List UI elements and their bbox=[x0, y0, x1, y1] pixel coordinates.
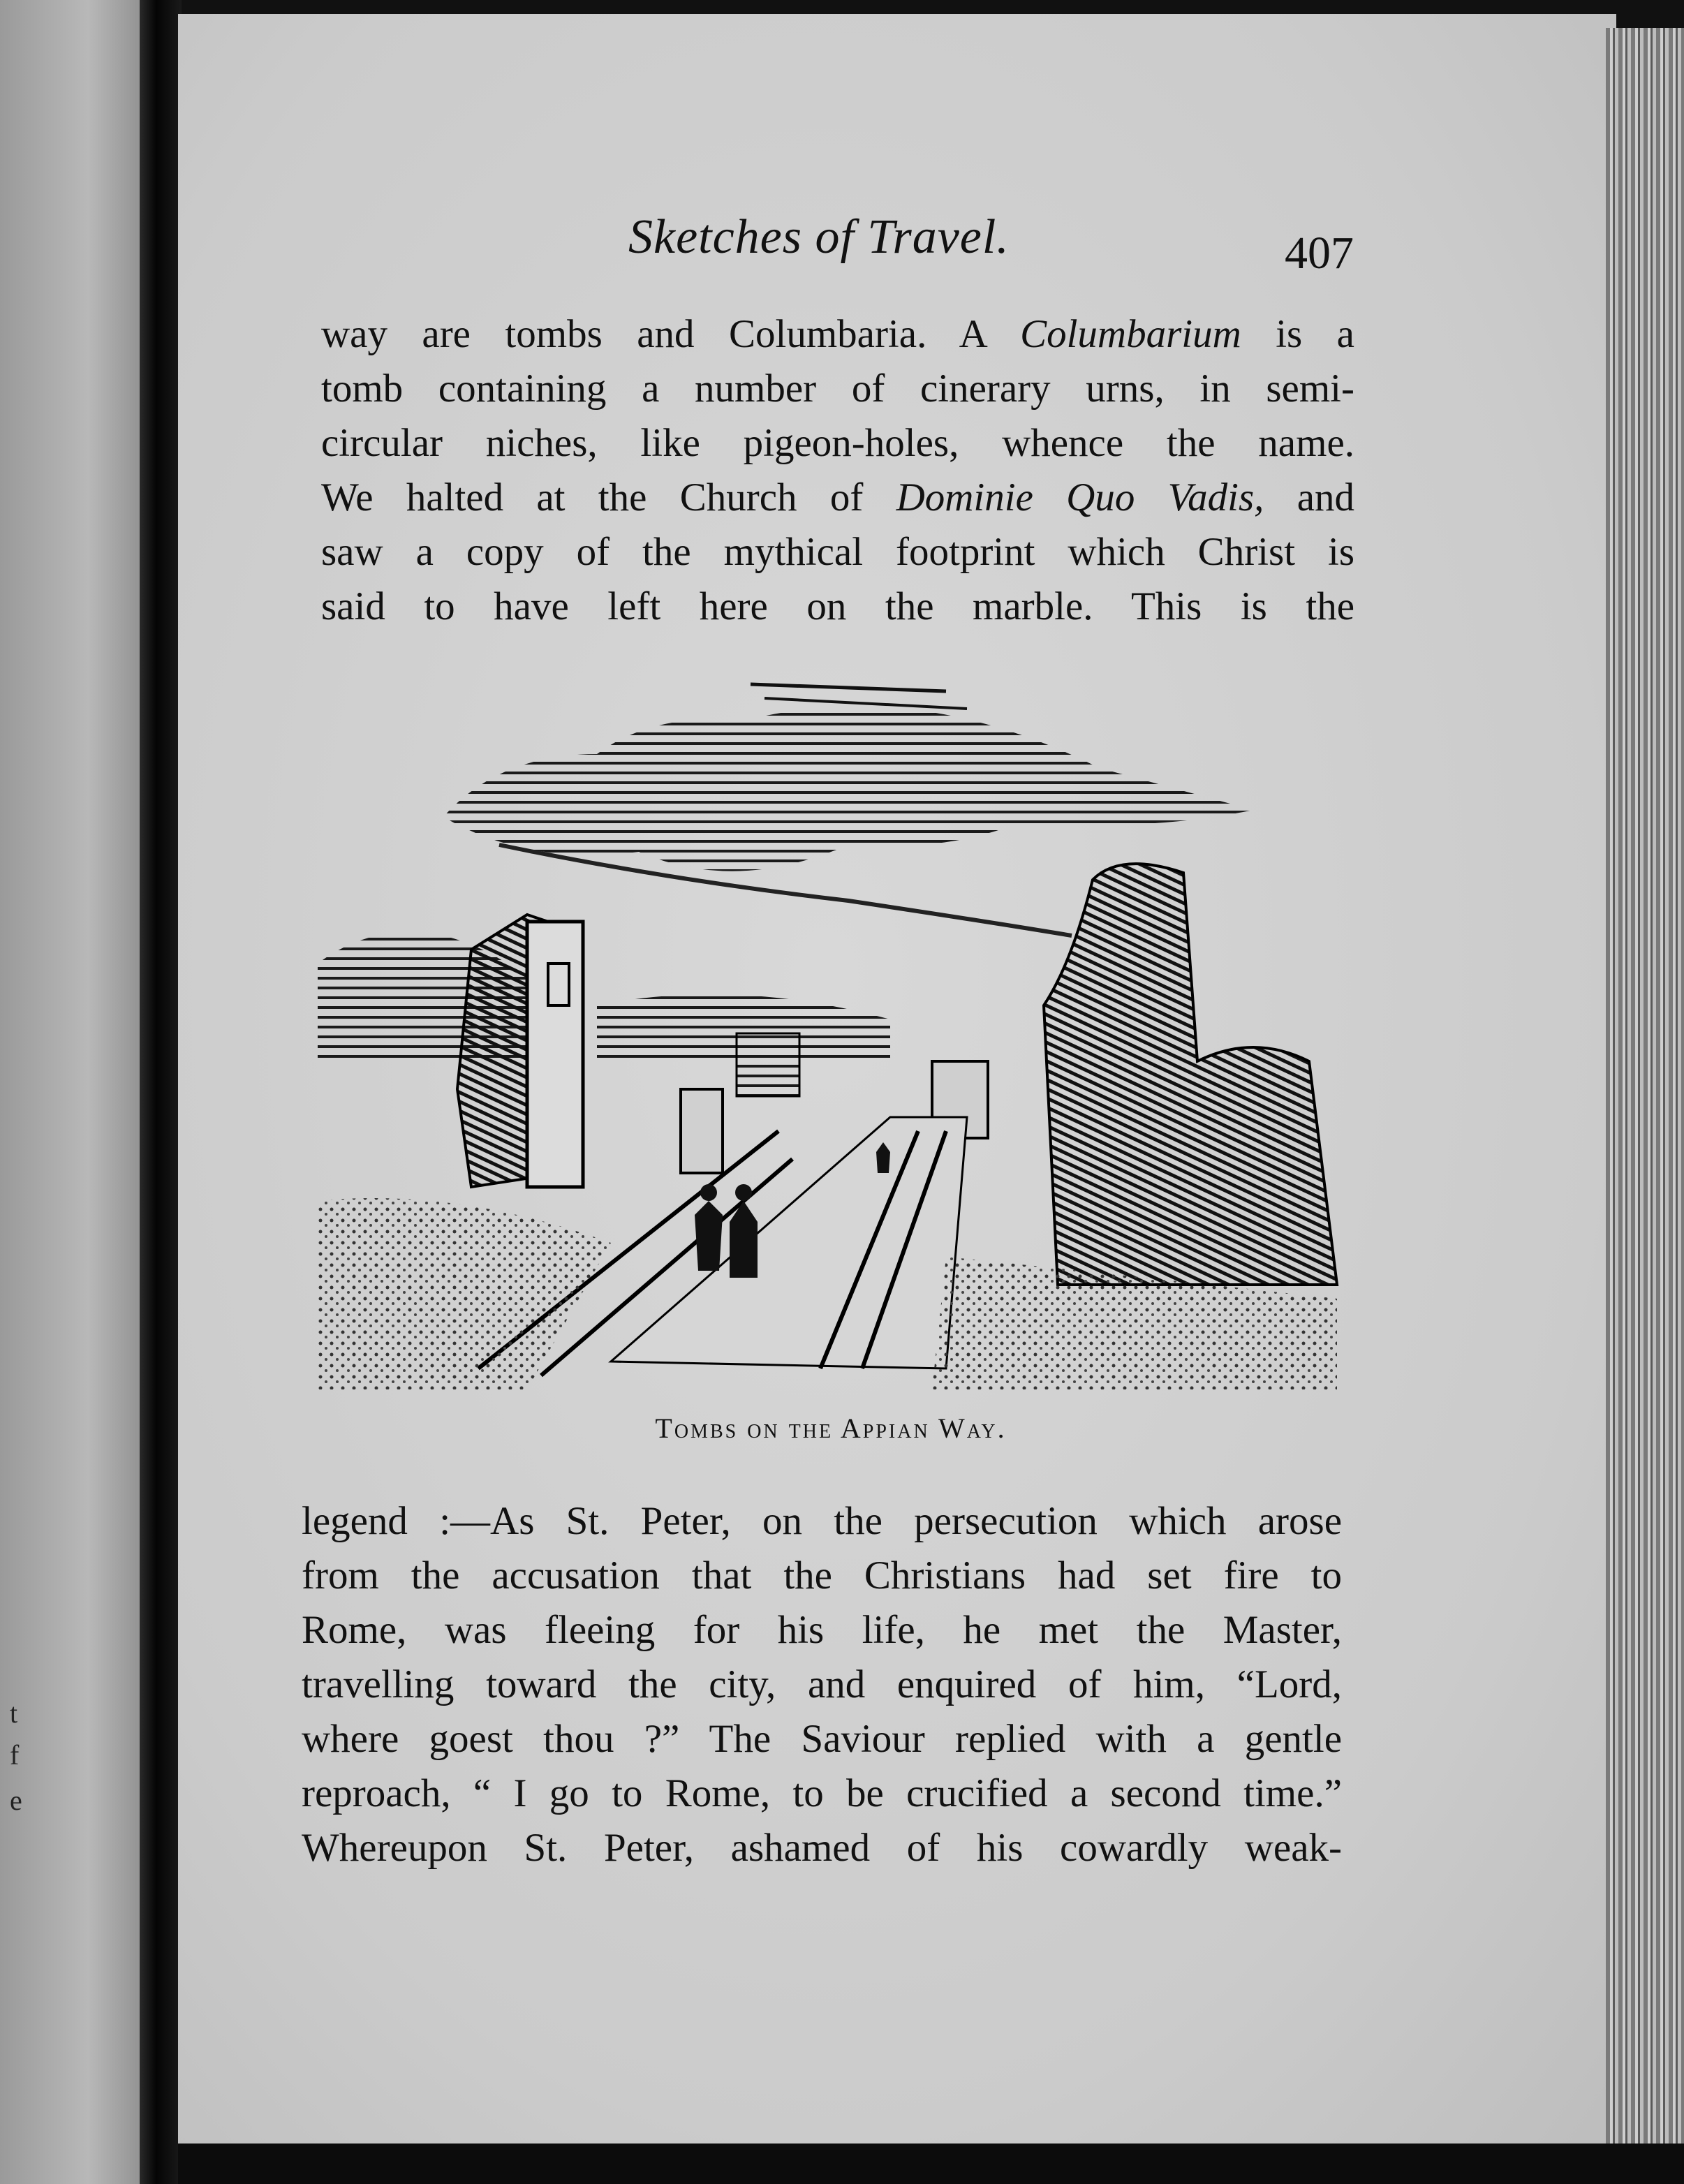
right-ruin bbox=[1044, 864, 1337, 1285]
text-line: legend :—As St. Peter, on the persecution which arose bbox=[302, 1499, 1342, 1543]
cloud-shape bbox=[443, 707, 1253, 871]
engraving-illustration bbox=[318, 670, 1344, 1396]
bleed-letter: t bbox=[10, 1697, 18, 1729]
text-line: circular niches, like pigeon-holes, whence the name. bbox=[321, 421, 1354, 465]
road bbox=[611, 1117, 967, 1368]
bleed-letter: e bbox=[10, 1785, 22, 1816]
text-line: from the accusation that the Christians had set fire to bbox=[302, 1554, 1342, 1598]
text-line: saw a copy of the mythical footprint which Christ is bbox=[321, 530, 1354, 574]
text-line: said to have left here on the marble. This is the bbox=[321, 584, 1354, 628]
page-number: 407 bbox=[1285, 228, 1354, 279]
tombs-engraving bbox=[318, 670, 1344, 1396]
figure-caption: Tombs on the Appian Way. bbox=[655, 1412, 1007, 1444]
text-line: where goest thou ?” The Saviour replied with a gentle bbox=[302, 1717, 1342, 1761]
paragraph-top bbox=[321, 307, 1354, 634]
text-line: reproach, “ I go to Rome, to be crucified a second time.” bbox=[302, 1771, 1342, 1815]
text-line: travelling toward the city, and enquired of him, “Lord, bbox=[302, 1662, 1342, 1706]
text-line: way are tombs and Columbaria. A Columbarium is a bbox=[321, 312, 1354, 356]
page-edges bbox=[1606, 28, 1684, 2184]
text-line: tomb containing a number of cinerary urns, in semi- bbox=[321, 367, 1354, 411]
running-head: Sketches of Travel. bbox=[628, 210, 1010, 264]
small-monument bbox=[681, 1089, 723, 1173]
text-line: Whereupon St. Peter, ashamed of his cowardly weak- bbox=[302, 1826, 1342, 1870]
paragraph-bottom bbox=[302, 1494, 1342, 1875]
book-gutter bbox=[140, 0, 182, 2184]
text-line: Rome, was fleeing for his life, he met the Master, bbox=[302, 1608, 1342, 1652]
bleed-letter: f bbox=[10, 1739, 20, 1771]
scan-border bbox=[178, 2144, 1684, 2184]
previous-page-margin bbox=[0, 0, 147, 2184]
text-line: We halted at the Church of Dominie Quo Vadis, and bbox=[321, 475, 1354, 519]
